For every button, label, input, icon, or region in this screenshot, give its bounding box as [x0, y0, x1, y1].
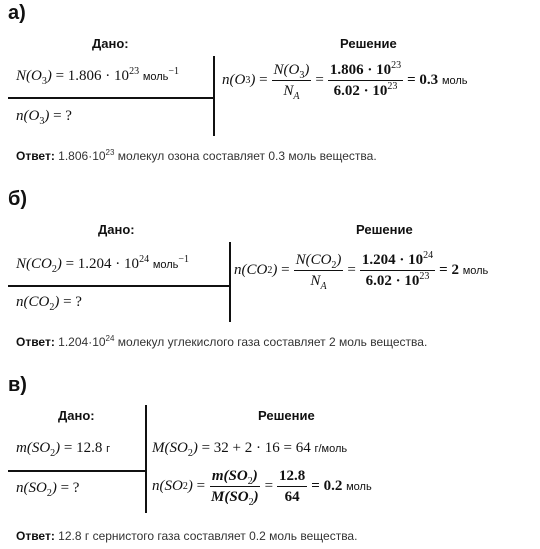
part-b-fraction-1: $\frac{N(CO_2)}{N_A}$	[295, 252, 342, 292]
part-v-label: в)	[8, 374, 27, 396]
part-v-solution-header: Решение	[258, 408, 315, 423]
part-v-find: $n(SO_2)$ = ?	[16, 480, 80, 499]
part-v-given-formula: $m(SO_2) = 12.8$ г	[16, 440, 111, 459]
part-a-find: $n(O_3)$ = ?	[16, 108, 72, 127]
part-a-label: а)	[8, 2, 26, 24]
part-v-fraction-1: $\frac{m(SO_2)}{M(SO_2)}$	[211, 468, 259, 508]
part-a-vertical-divider	[213, 56, 215, 136]
part-a-fraction-1: $\frac{N(O_3)}{N_A}$	[273, 62, 310, 102]
part-b-given-divider	[8, 285, 230, 287]
part-v-vertical-divider	[145, 405, 147, 513]
part-b-solution: n(CO 2 ) = $\frac{N(CO_2)}{N_A}$ = $\frac{1.204 \cdot 10^{24}}{6.02 \cdot 10^{23}}$ = 2 моль	[234, 250, 489, 292]
part-a-given-divider	[8, 97, 214, 99]
part-b-fraction-2: $\frac{1.204 \cdot 10^{24}}{6.02 \cdot 10^{23}}$	[361, 250, 434, 289]
part-b-vertical-divider	[229, 242, 231, 322]
part-b-label: б)	[8, 188, 28, 210]
part-b-given-formula: $N(CO_2) = 1.204 \cdot 10^{24}$ моль$^{-1}$	[16, 254, 190, 275]
part-a-answer: Ответ: $1.806\cdot 10^{23}$ молекул озона составляет 0.3 моль вещества.	[16, 148, 377, 163]
part-b-find: $n(CO_2)$ = ?	[16, 294, 82, 313]
part-a-given-formula: $N(O_3) = 1.806 \cdot 10^{23}$ моль$^{-1}$	[16, 66, 180, 87]
part-a-solution-header: Решение	[340, 36, 397, 51]
part-v-given-header: Дано:	[58, 408, 95, 423]
part-b-given-header: Дано:	[98, 222, 135, 237]
part-v-solution-molar-mass: $M(SO_2) = 32 + 2 \cdot 16 = 64$ г/моль	[152, 440, 348, 459]
part-b-solution-header: Решение	[356, 222, 413, 237]
part-a-fraction-2: $\frac{1.806 \cdot 10^{23}}{6.02 \cdot 10^{23}}$	[329, 60, 402, 99]
part-v-fraction-2: $\frac{12.8}{64}$	[279, 468, 306, 505]
part-v-given-divider	[8, 470, 146, 472]
part-a-solution: n(O 3 ) = $\frac{N(O_3)}{N_A}$ = $\frac{1.806 \cdot 10^{23}}{6.02 \cdot 10^{23}}$ = 0.3 моль	[222, 60, 468, 102]
part-v-solution-amount: n(SO 2 ) = $\frac{m(SO_2)}{M(SO_2)}$ = $\frac{12.8}{64}$ = 0.2 моль	[152, 468, 372, 508]
part-b-answer: Ответ: $1.204\cdot 10^{24}$ молекул углекислого газа составляет 2 моль вещества.	[16, 334, 428, 349]
part-a-given-header: Дано:	[92, 36, 129, 51]
part-v-answer: Ответ: 12.8 г сернистого газа составляет 0.2 моль вещества.	[16, 529, 358, 543]
